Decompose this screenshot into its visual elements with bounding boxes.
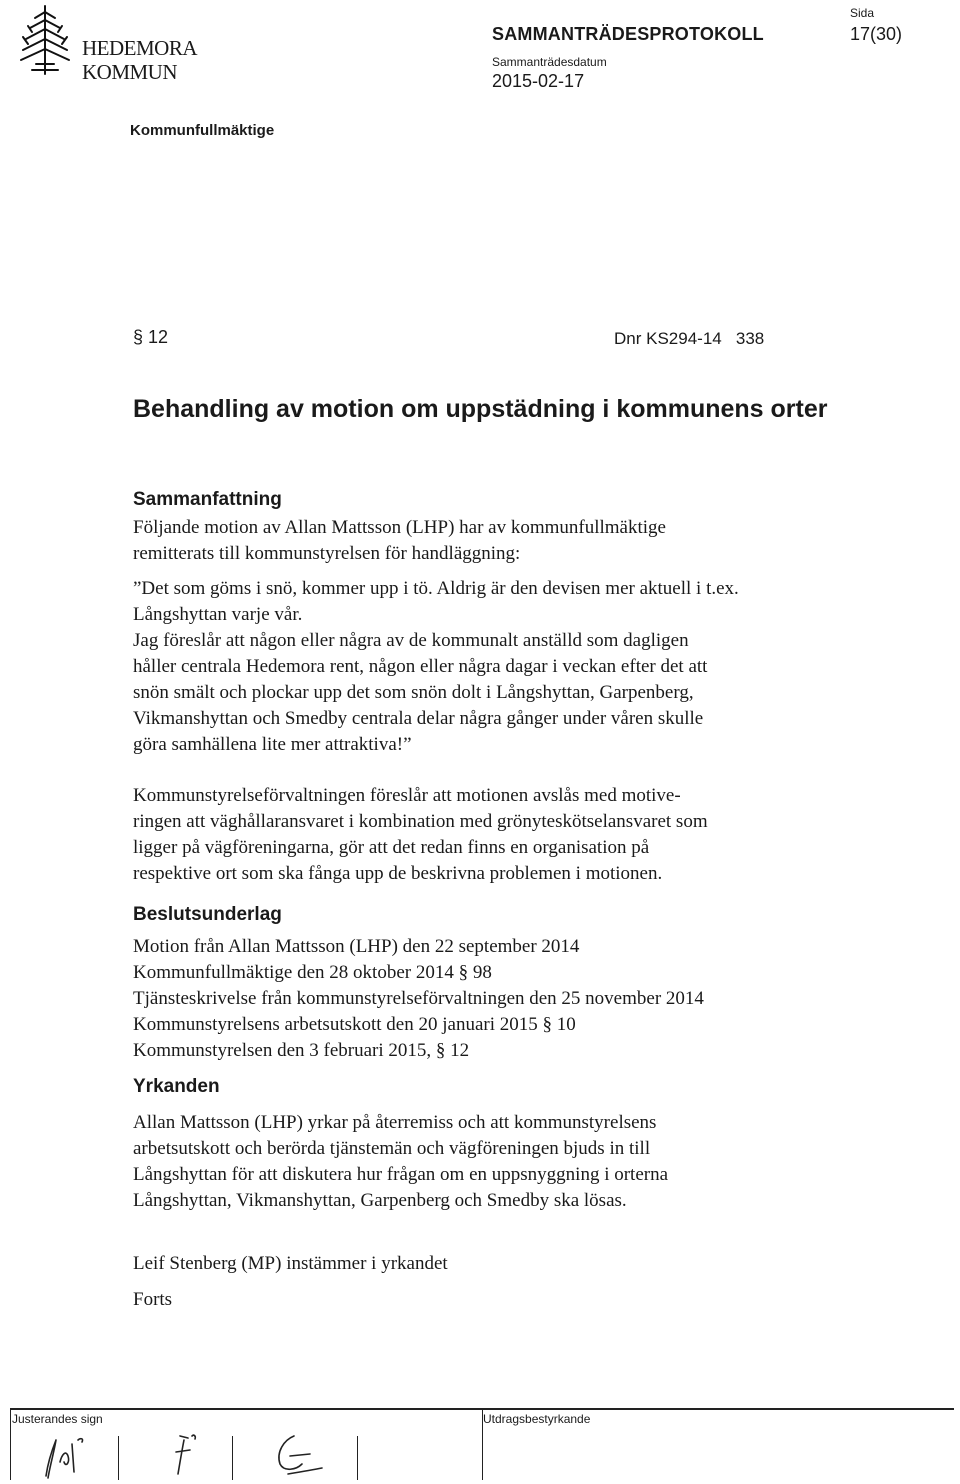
municipality-logo-text [82, 36, 197, 84]
body-name: Kommunfullmäktige [130, 122, 275, 139]
basis-heading: Beslutsunderlag [133, 904, 282, 925]
meeting-date-label: Sammanträdesdatum [492, 55, 607, 69]
motion-quote-paragraph-2: Jag föreslår att någon eller några av de kommunalt anställd som dagligen håller centrala Hedemora rent, någon eller några dagar i veckan efter det att snön smält och plockar upp det som snön dolt i Långshyttan, Garpenberg, Vikmanshyttan och Smedby centrala delar några gånger under våren skulle göra samhällena lite mer attraktiva!” [133, 630, 708, 755]
adjusters-signature-label: Justerandes sign [12, 1412, 103, 1426]
motion-text: Allan Mattsson (LHP) yrkar på återremiss och att kommunstyrelsens arbetsutskott och berörda tjänstemän och vägföreningen bjuds in till Långshyttan för att diskutera hur frågan om en uppsnyggning i orterna Långshyttan, Vikmanshyttan, Garpenberg och Smedby ska lösas. [133, 1112, 669, 1211]
admin-proposal: Kommunstyrelseförvaltningen föreslår att motionen avslås med motive- ringen att väghållaransvaret i kombination med grönyteskötselansvaret som ligger på vägföreningarna, gör att det redan finns en organisation på respektive ort som ska fånga upp de beskrivna problemen i motionen. [133, 785, 708, 884]
page-number: 17(30) [850, 24, 903, 44]
page-title: Behandling av motion om uppstädning i kommunens orter [133, 395, 828, 423]
logo-line-1: HEDEMORA [82, 36, 197, 60]
summary-intro: Följande motion av Allan Mattsson (LHP) har av kommunfullmäktige remitterats till kommunstyrelsen för handläggning: [133, 517, 666, 564]
list-item: Tjänsteskrivelse från kommunstyrelseförvaltningen den 25 november 2014 [133, 988, 704, 1009]
signature-1-icon [26, 1432, 106, 1482]
document-title: SAMMANTRÄDESPROTOKOLL [492, 24, 764, 44]
table-divider [10, 1408, 11, 1480]
signature-3-icon [250, 1430, 350, 1480]
table-divider [118, 1436, 119, 1480]
motions-heading: Yrkanden [133, 1076, 220, 1097]
list-item: Kommunstyrelsen den 3 februari 2015, § 12 [133, 1040, 470, 1061]
extract-certification-label: Utdragsbestyrkande [483, 1412, 591, 1426]
support-text: Leif Stenberg (MP) instämmer i yrkandet [133, 1253, 448, 1274]
list-item: Motion från Allan Mattsson (LHP) den 22 september 2014 [133, 936, 580, 957]
diary-number: Dnr KS294-14 338 [614, 329, 765, 348]
list-item: Kommunstyrelsens arbetsutskott den 20 januari 2015 § 10 [133, 1014, 576, 1035]
continued-label: Forts [133, 1289, 173, 1310]
motion-quote-paragraph-1: ”Det som göms i snö, kommer upp i tö. Aldrig är den devisen mer aktuell i t.ex. Långshyttan varje vår. [133, 578, 739, 625]
signature-2-icon [140, 1430, 220, 1480]
logo-line-2: KOMMUN [82, 60, 178, 84]
page-label: Sida [850, 6, 875, 20]
municipality-logo-icon [18, 4, 72, 76]
table-divider [357, 1436, 358, 1480]
basis-list [133, 934, 833, 1064]
meeting-date: 2015-02-17 [492, 71, 585, 91]
summary-heading: Sammanfattning [133, 489, 282, 510]
list-item: Kommunfullmäktige den 28 oktober 2014 § 98 [133, 962, 492, 983]
paragraph-number: § 12 [133, 327, 169, 347]
table-divider [232, 1436, 233, 1480]
